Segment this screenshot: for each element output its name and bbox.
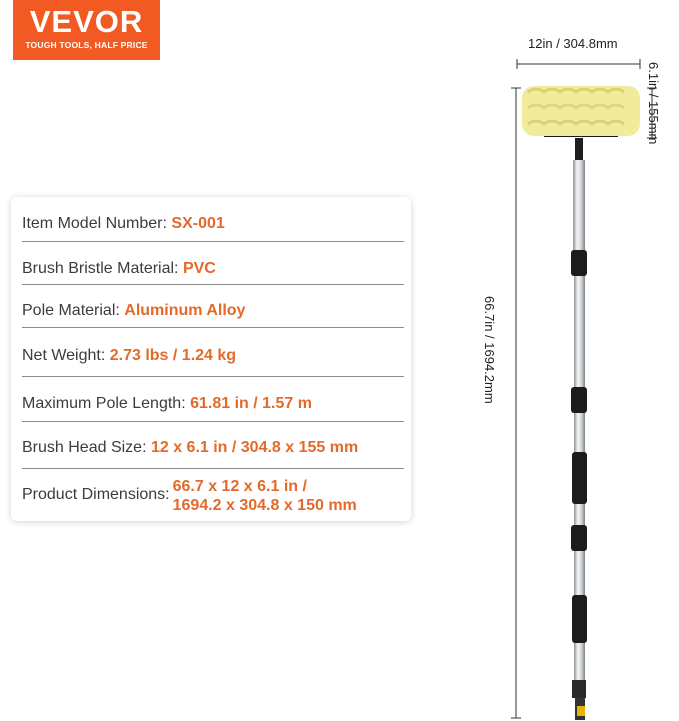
logo-brand: VEVOR [29,4,144,39]
spec-value-line2: 1694.2 x 304.8 x 150 mm [172,497,357,514]
spec-label: Brush Bristle Material: [22,260,183,277]
spec-label: Net Weight: [22,347,110,364]
width-dimension-label: 12in / 304.8mm [528,36,618,51]
spec-label: Maximum Pole Length: [22,395,191,412]
height-dimension-line [647,88,657,138]
length-dimension-line [511,88,521,718]
logo-tagline: TOUGH TOOLS, HALF PRICE [25,40,148,50]
height-dimension-label: 6.1in / 155mm [646,62,661,145]
spec-value: 12 x 6.1 in / 304.8 x 155 mm [150,439,359,456]
spec-value: 61.81 in / 1.57 m [190,395,312,412]
width-dimension-line [517,59,640,69]
spec-label: Item Model Number: [22,215,172,232]
spec-label: Pole Material: [22,302,125,319]
length-dimension-label: 66.7in / 1694.2mm [482,296,497,404]
telescopic-pole [571,138,587,720]
spec-label: Brush Head Size: [22,439,151,456]
spec-value: Aluminum Alloy [124,302,246,319]
spec-value: 2.73 lbs / 1.24 kg [109,347,237,364]
spec-value: SX-001 [171,215,225,232]
brush-head [522,86,640,137]
spec-value-line1: 66.7 x 12 x 6.1 in / [172,478,307,495]
spec-label: Product Dimensions: [22,486,170,503]
spec-value: PVC [182,260,216,277]
